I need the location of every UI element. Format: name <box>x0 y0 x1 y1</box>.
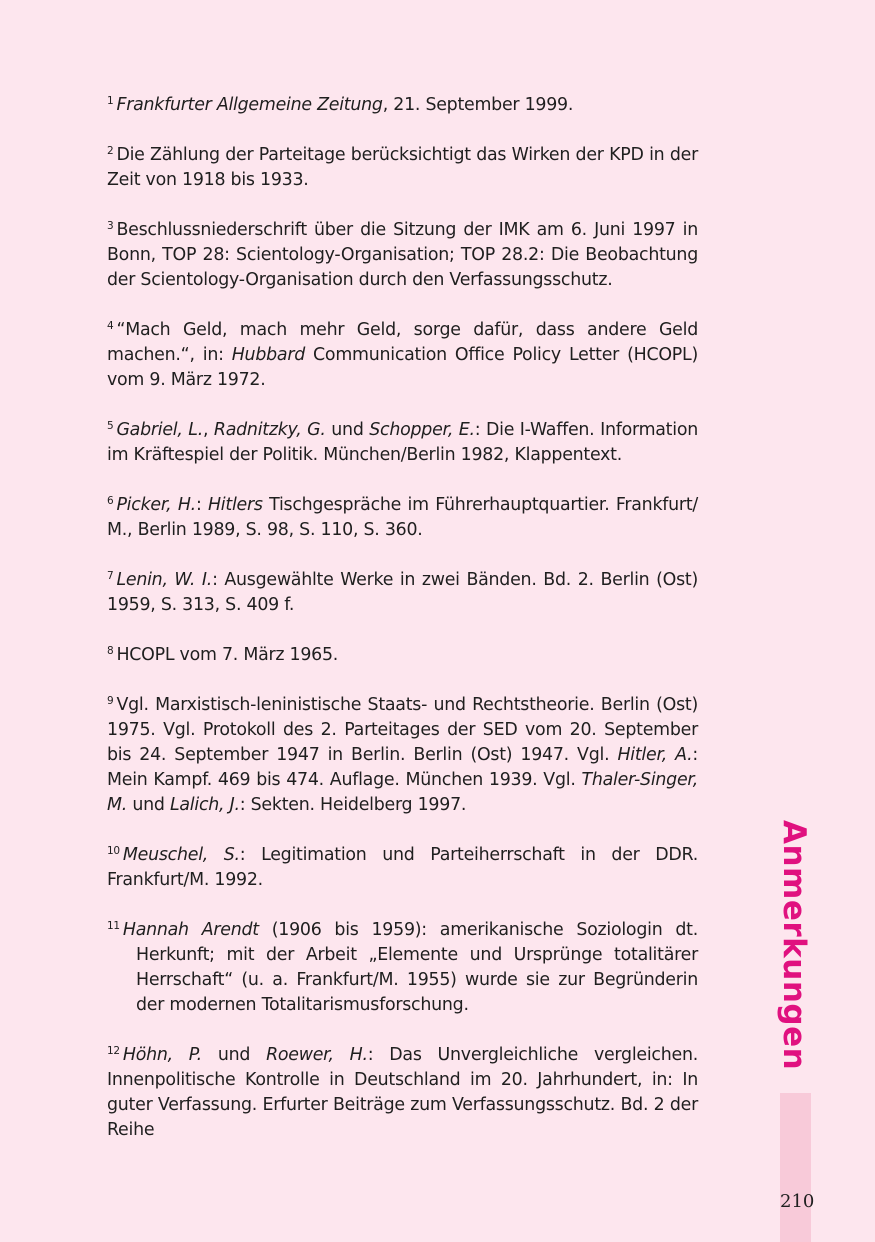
footnote-author: Picker, H. <box>116 495 196 515</box>
footnote-text: , 21. September 1999. <box>382 95 574 115</box>
footnote-12 <box>107 1043 698 1143</box>
footnote-3 <box>107 218 698 293</box>
footnote-7 <box>107 568 698 618</box>
footnote-text: Die Zählung der Parteitage berücksichtigt das Wirken der KPD in der Zeit von 1918 bis 1933. <box>107 145 698 190</box>
footnote-author: Radnitzky, G. <box>213 420 326 440</box>
footnote-author: Gabriel, L. <box>116 420 203 440</box>
footnote-number: 11 <box>107 920 120 932</box>
footnote-text: Vgl. Marxistisch-leninistische Staats- und Rechtstheorie. Berlin (Ost) 1975. Vgl. Protokoll des 2. Parteitages der SED vom 20. September bis 24. September 1947 in Berlin. Berlin (Ost) 1947. Vgl. <box>107 695 698 765</box>
footnote-author: Hannah Arendt <box>122 920 259 940</box>
footnote-author: Roewer, H. <box>266 1045 368 1065</box>
footnote-number: 6 <box>107 495 114 507</box>
footnote-number: 8 <box>107 645 114 657</box>
footnote-number: 1 <box>107 95 114 107</box>
footnote-text: : Die I-Waffen. Information im Kräftespiel der Politik. München/Berlin 1982, Klappentext. <box>107 420 698 465</box>
footnote-author: Thaler-Singer, M. <box>107 770 698 815</box>
footnote-author: Meuschel, S. <box>122 845 240 865</box>
footnote-number: 4 <box>107 320 114 332</box>
page-number: 210 <box>780 1191 815 1212</box>
footnote-author: Lenin, W. I. <box>116 570 213 590</box>
footnote-author: Hitler, A. <box>617 745 693 765</box>
footnote-text: (1906 bis 1959): amerikanische Soziologin dt. Herkunft; mit der Arbeit „Elemente und Ursprünge totalitärer Herrschaft“ (u. a. Frankfurt/M. 1955) wurde sie zur Begründerin der modernen Totalitarismusforschung. <box>136 920 698 1015</box>
footnote-text: Communication Office Policy Letter (HCOPL) vom 9. März 1972. <box>107 345 698 390</box>
footnote-text: : Ausgewählte Werke in zwei Bänden. Bd. 2. Berlin (Ost) 1959, S. 313, S. 409 f. <box>107 570 698 615</box>
footnote-author: Schopper, E. <box>369 420 475 440</box>
footnote-number: 5 <box>107 420 114 432</box>
footnote-text: : Mein Kampf. 469 bis 474. Auflage. München 1939. Vgl. <box>107 745 698 790</box>
footnote-author: Frankfurter Allgemeine Zeitung <box>116 95 383 115</box>
footnote-number: 9 <box>107 695 114 707</box>
footnote-6 <box>107 493 698 543</box>
footnote-number: 7 <box>107 570 114 582</box>
footnote-text: “Mach Geld, mach mehr Geld, sorge dafür, dass andere Geld machen.“, in: <box>107 320 698 365</box>
footnote-number: 3 <box>107 220 114 232</box>
page-tab <box>780 1093 815 1242</box>
footnote-author: Lalich, J. <box>169 795 240 815</box>
footnote-text: Beschlussniederschrift über die Sitzung der IMK am 6. Juni 1997 in Bonn, TOP 28: Scientology-Organisation; TOP 28.2: Die Beobachtung der Scientology-Organisation durch den Verfassungsschutz. <box>107 220 698 290</box>
footnote-author: Höhn, P. <box>122 1045 202 1065</box>
footnote-number: 2 <box>107 145 114 157</box>
footnote-2 <box>107 143 698 193</box>
footnote-4 <box>107 318 698 393</box>
footnote-text: : <box>195 495 208 515</box>
footnote-1 <box>107 93 698 118</box>
footnote-author: Hubbard <box>231 345 306 365</box>
footnote-author: Hitlers <box>207 495 263 515</box>
footnote-10 <box>107 843 698 893</box>
footnote-text: HCOPL vom 7. März 1965. <box>116 645 339 665</box>
footnote-9 <box>107 693 698 818</box>
footnote-text: Tischgespräche im Führerhauptquartier. Frankfurt/ M., Berlin 1989, S. 98, S. 110, S. 360. <box>107 495 699 540</box>
footnote-number: 12 <box>107 1045 120 1057</box>
footnote-text: , <box>203 420 214 440</box>
footnote-text: und <box>127 795 170 815</box>
footnote-5 <box>107 418 698 468</box>
footnote-text: : Das Unvergleichliche vergleichen. Innenpolitische Kontrolle in Deutschland im 20. Jahrhundert, in: In guter Verfassung. Erfurter Beiträge zum Verfassungsschutz. Bd. 2 der Reihe <box>107 1045 699 1140</box>
footnote-11 <box>107 918 698 1018</box>
footnotes-list <box>107 93 698 1168</box>
footnote-text: und <box>325 420 370 440</box>
footnote-number: 10 <box>107 845 120 857</box>
footnote-text: : Legitimation und Parteiherrschaft in der DDR. Frankfurt/M. 1992. <box>107 845 699 890</box>
footnote-text: : Sekten. Heidelberg 1997. <box>239 795 467 815</box>
footnote-text: und <box>201 1045 267 1065</box>
section-title: Anmerkungen <box>776 820 812 1071</box>
footnote-8 <box>107 643 698 668</box>
